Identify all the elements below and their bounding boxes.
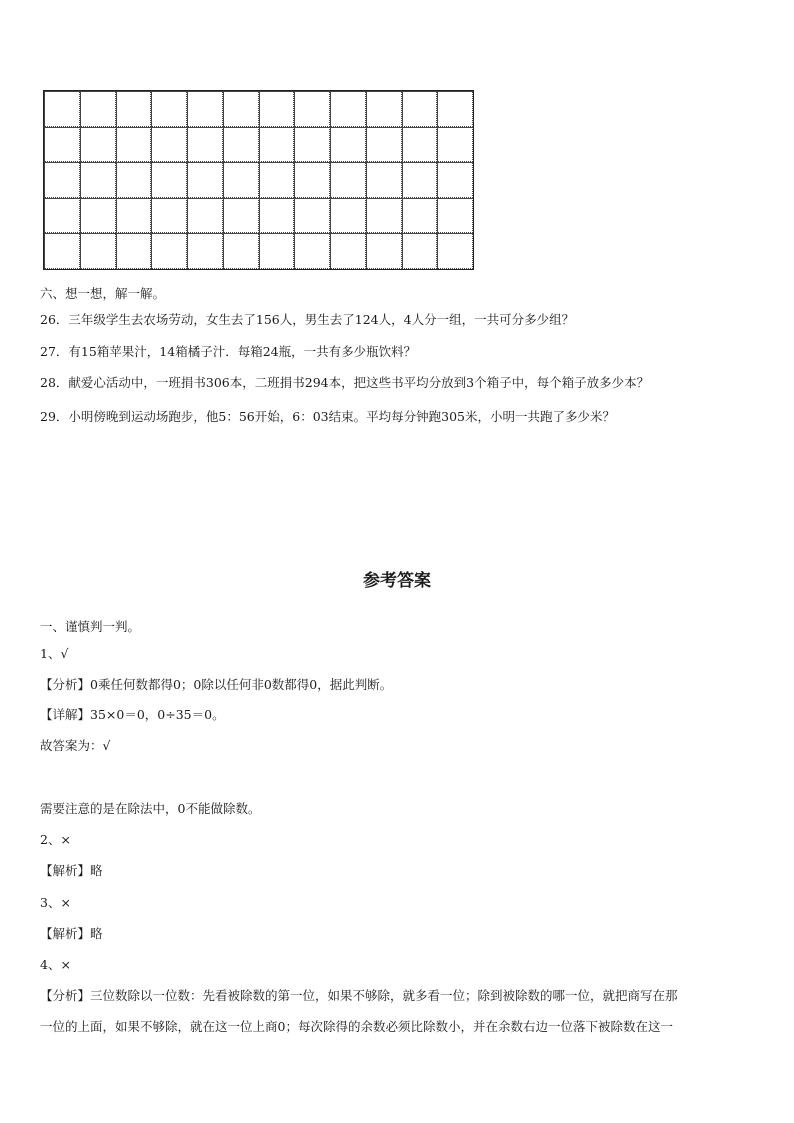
grid-cell [44,162,80,198]
grid-cell [259,233,295,269]
answer-1-note: 需要注意的是在除法中，0不能做除数。 [40,801,261,816]
grid-cell [223,162,259,198]
grid-cell [223,91,259,127]
grid-cell [187,198,223,234]
grid-cell [402,233,438,269]
answer-2-mark: 2、× [40,832,71,847]
grid-cell [116,233,152,269]
answer-1-mark: 1、√ [40,646,69,661]
grid-cell [44,91,80,127]
answer-4-mark: 4、× [40,957,71,972]
grid-cell [437,91,473,127]
grid-cell [116,127,152,163]
grid-cell [116,198,152,234]
answer-section-heading: 一、谨慎判一判。 [40,619,141,634]
answer-1-result: 故答案为：√ [40,738,111,753]
grid-cell [259,91,295,127]
answer-3-analysis: 【解析】略 [40,926,103,941]
answer-1-detail: 【详解】35×0＝0，0÷35＝0。 [40,707,225,722]
grid-cell [80,233,116,269]
grid-cell [402,127,438,163]
grid-cell [366,127,402,163]
answer-3-mark: 3、× [40,895,71,910]
grid-cell [80,127,116,163]
grid-cell [259,127,295,163]
answer-4-analysis-line2: 一位的上面，如果不够除，就在这一位上商0；每次除得的余数必须比除数小，并在余数右边一位落下被除数在这一 [40,1019,673,1034]
grid-cell [294,233,330,269]
grid-cell [330,91,366,127]
grid-cell [437,162,473,198]
grid-cell [151,198,187,234]
grid-cell [366,233,402,269]
grid-cell [259,198,295,234]
answer-4-analysis-line1: 【分析】三位数除以一位数：先看被除数的第一位，如果不够除，就多看一位；除到被除数的哪一位，就把商写在那 [40,988,678,1003]
grid-cell [151,233,187,269]
writing-grid [43,90,474,270]
answer-title: 参考答案 [363,571,431,591]
grid-cell [330,198,366,234]
question-29: 29．小明傍晚到运动场跑步，他5：56开始，6：03结束。平均每分钟跑305米，小明一共跑了多少米？ [40,409,615,424]
grid-cell [294,198,330,234]
grid-cell [151,162,187,198]
grid-cell [187,91,223,127]
grid-cell [187,162,223,198]
grid-cell [44,198,80,234]
grid-cell [366,162,402,198]
question-26: 26．三年级学生去农场劳动，女生去了156人，男生去了124人，4人分一组，一共可分多少组？ [40,312,575,327]
grid-cell [437,233,473,269]
grid-cell [223,127,259,163]
grid-cell [330,127,366,163]
grid-cell [44,233,80,269]
grid-cell [80,91,116,127]
grid-cell [80,198,116,234]
grid-cell [116,162,152,198]
grid-cell [366,91,402,127]
grid-cell [44,127,80,163]
section-heading: 六、想一想，解一解。 [40,286,166,301]
grid-cell [223,233,259,269]
grid-cell [80,162,116,198]
grid-cell [294,127,330,163]
grid-cell [223,198,259,234]
grid-cell [294,162,330,198]
answer-2-analysis: 【解析】略 [40,863,103,878]
grid-cell [187,127,223,163]
grid-cell [437,127,473,163]
grid-cell [366,198,402,234]
grid-cell [402,198,438,234]
question-27: 27．有15箱苹果汁，14箱橘子汁．每箱24瓶，一共有多少瓶饮料？ [40,344,417,359]
grid-cell [116,91,152,127]
answer-1-analysis: 【分析】0乘任何数都得0；0除以任何非0数都得0，据此判断。 [40,677,393,692]
grid-cell [437,198,473,234]
grid-cell [330,233,366,269]
grid-cell [151,127,187,163]
grid-cell [294,91,330,127]
grid-cell [402,91,438,127]
grid-cell [330,162,366,198]
question-28: 28．献爱心活动中，一班捐书306本，二班捐书294本，把这些书平均分放到3个箱子中，每个箱子放多少本？ [40,375,650,390]
grid-cell [187,233,223,269]
grid-cell [402,162,438,198]
grid-cell [151,91,187,127]
grid-cell [259,162,295,198]
